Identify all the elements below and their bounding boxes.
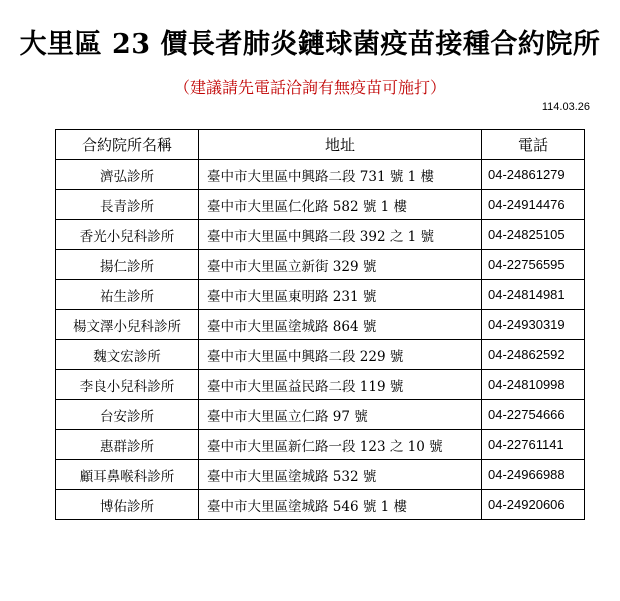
document-date: 114.03.26 [541,101,590,113]
clinic-table [55,129,585,520]
table-row [56,310,585,340]
phone-cell: 04-24930319 [482,310,585,340]
table-row [56,340,585,370]
table-row [56,220,585,250]
table-row [56,370,585,400]
address-cell: 臺中市大里區東明路 231 號 [199,280,482,310]
header-address: 地址 [199,130,482,160]
table-row [56,250,585,280]
table-row [56,490,585,520]
clinic-name-cell: 濟弘診所 [56,160,199,190]
header-clinic-name: 合約院所名稱 [56,130,199,160]
table-row [56,160,585,190]
phone-cell: 04-24914476 [482,190,585,220]
clinic-name-cell: 博佑診所 [56,490,199,520]
address-cell: 臺中市大里區中興路二段 731 號 1 樓 [199,160,482,190]
address-cell: 臺中市大里區塗城路 864 號 [199,310,482,340]
phone-cell: 04-22754666 [482,400,585,430]
header-phone: 電話 [482,130,585,160]
page-title: 大里區 23 價長者肺炎鏈球菌疫苗接種合約院所 [19,29,601,60]
clinic-name-cell: 台安診所 [56,400,199,430]
table-row [56,460,585,490]
table-row [56,190,585,220]
phone-cell: 04-24814981 [482,280,585,310]
clinic-name-cell: 魏文宏診所 [56,340,199,370]
clinic-name-cell: 長青診所 [56,190,199,220]
page-subtitle: （建議請先電話洽詢有無疫苗可施打） [173,78,446,97]
address-cell: 臺中市大里區塗城路 532 號 [199,460,482,490]
table-row [56,280,585,310]
phone-cell: 04-22761141 [482,430,585,460]
table-header-row [56,130,585,160]
phone-cell: 04-22756595 [482,250,585,280]
clinic-name-cell: 顧耳鼻喉科診所 [56,460,199,490]
table-row [56,400,585,430]
phone-cell: 04-24861279 [482,160,585,190]
table-row [56,430,585,460]
phone-cell: 04-24862592 [482,340,585,370]
address-cell: 臺中市大里區立新街 329 號 [199,250,482,280]
clinic-name-cell: 香光小兒科診所 [56,220,199,250]
address-cell: 臺中市大里區塗城路 546 號 1 樓 [199,490,482,520]
address-cell: 臺中市大里區仁化路 582 號 1 樓 [199,190,482,220]
phone-cell: 04-24825105 [482,220,585,250]
clinic-name-cell: 惠群診所 [56,430,199,460]
address-cell: 臺中市大里區中興路二段 392 之 1 號 [199,220,482,250]
address-cell: 臺中市大里區益民路二段 119 號 [199,370,482,400]
address-cell: 臺中市大里區新仁路一段 123 之 10 號 [199,430,482,460]
address-cell: 臺中市大里區立仁路 97 號 [199,400,482,430]
clinic-name-cell: 楊文澤小兒科診所 [56,310,199,340]
phone-cell: 04-24966988 [482,460,585,490]
phone-cell: 04-24920606 [482,490,585,520]
clinic-name-cell: 祐生診所 [56,280,199,310]
clinic-name-cell: 李良小兒科診所 [56,370,199,400]
clinic-name-cell: 揚仁診所 [56,250,199,280]
phone-cell: 04-24810998 [482,370,585,400]
address-cell: 臺中市大里區中興路二段 229 號 [199,340,482,370]
